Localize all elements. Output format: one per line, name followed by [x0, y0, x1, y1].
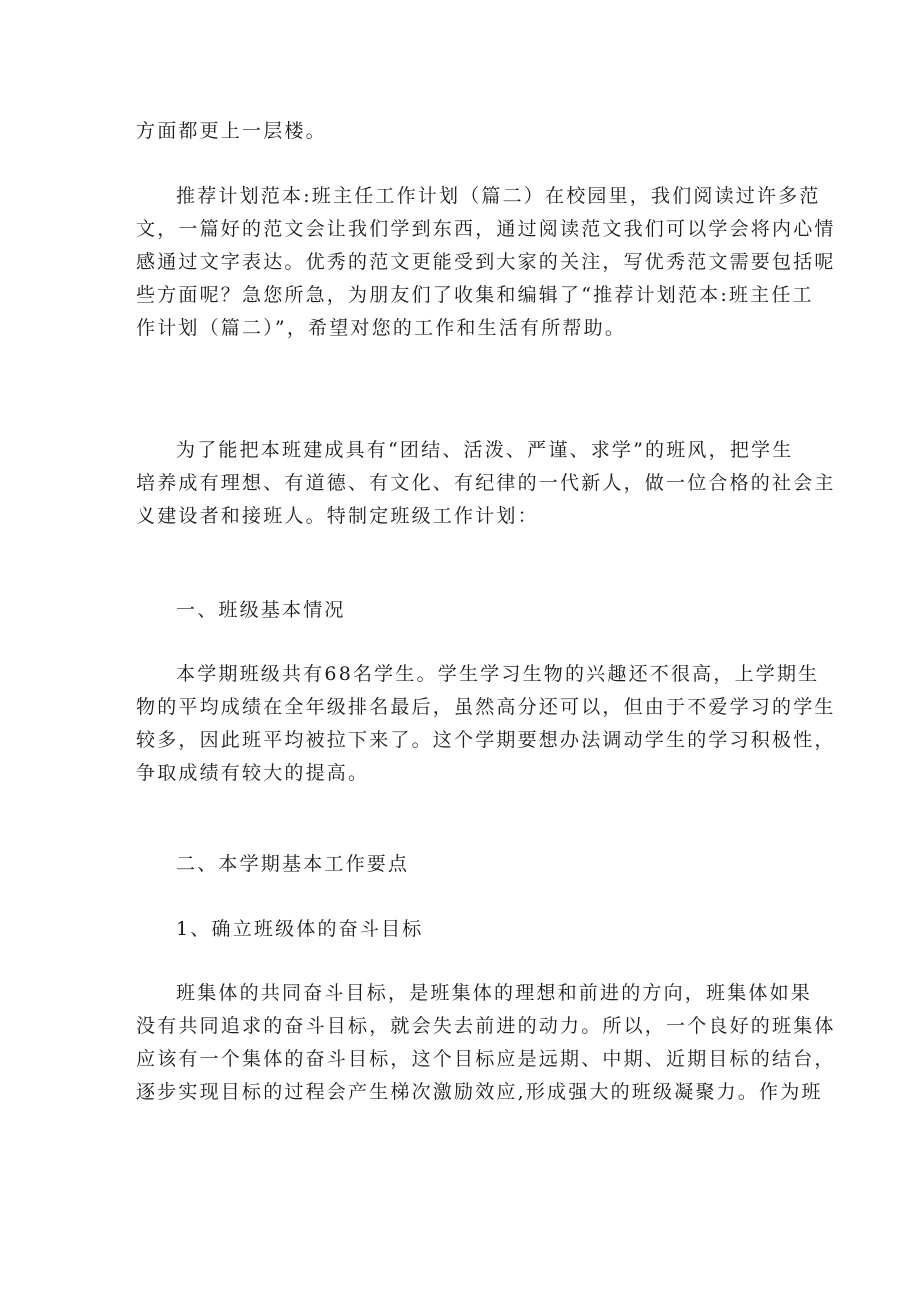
text-line: 没有共同追求的奋斗目标，就会失去前进的动力。所以，一个良好的班集体	[136, 1015, 836, 1037]
section-heading: 二、本学期基本工作要点	[176, 853, 410, 875]
text-line: 为了能把本班建成具有“团结、活泼、严谨、求学”的班风，把学生	[176, 439, 794, 461]
text-line: 逐步实现目标的过程会产生梯次激励效应,形成强大的班级凝聚力。作为班	[136, 1081, 823, 1103]
text-line: 方面都更上一层楼。	[136, 120, 327, 142]
section-heading: 一、班级基本情况	[176, 599, 346, 621]
text-line: 班集体的共同奋斗目标，是班集体的理想和前进的方向，班集体如果	[176, 982, 813, 1004]
text-line: 培养成有理想、有道德、有文化、有纪律的一代新人，做一位合格的社会主	[136, 472, 836, 494]
text-line: 感通过文字表达。优秀的范文更能受到大家的关注，写优秀范文需要包括呢	[136, 251, 836, 273]
text-line: 推荐计划范本:班主任工作计划（篇二）在校园里，我们阅读过许多范	[176, 185, 821, 207]
text-line: 本学期班级共有68名学生。学生学习生物的兴趣还不很高，上学期生	[176, 663, 820, 685]
text-line: 较多，因此班平均被拉下来了。这个学期要想办法调动学生的学习积极性，	[136, 729, 836, 751]
text-line: 作计划（篇二）”，希望对您的工作和生活有所帮助。	[136, 317, 627, 339]
text-line: 应该有一个集体的奋斗目标，这个目标应是远期、中期、近期目标的结台，	[136, 1048, 836, 1070]
text-line: 文，一篇好的范文会让我们学到东西，通过阅读范文我们可以学会将内心情	[136, 218, 836, 240]
text-line: 义建设者和接班人。特制定班级工作计划：	[136, 505, 539, 527]
text-line: 些方面呢？急您所急，为朋友们了收集和编辑了“推荐计划范本:班主任工	[136, 284, 814, 306]
subsection-heading: 1、确立班级体的奋斗目标	[176, 918, 424, 940]
text-line: 争取成绩有较大的提高。	[136, 762, 370, 784]
text-line: 物的平均成绩在全年级排名最后，虽然高分还可以，但由于不爱学习的学生	[136, 696, 836, 718]
